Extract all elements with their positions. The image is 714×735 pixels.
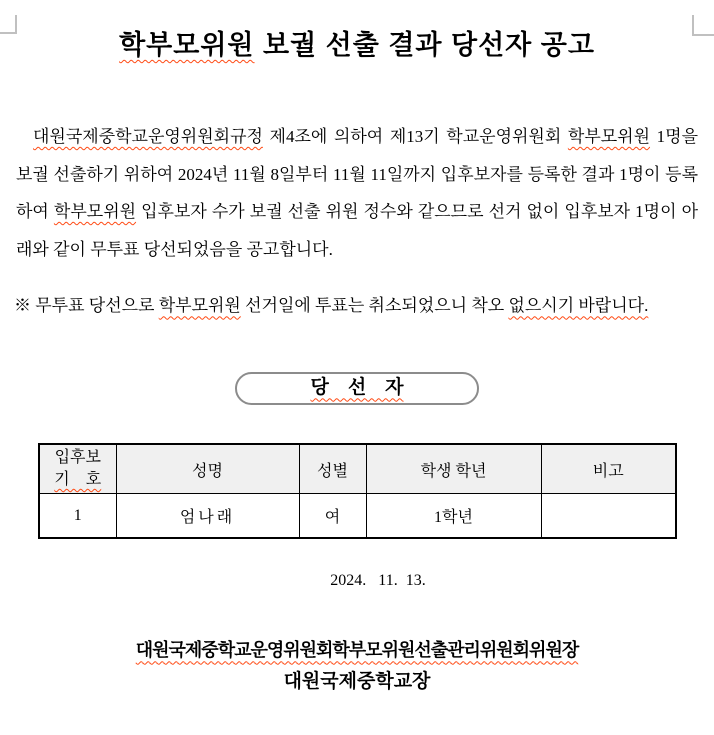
header-candidate-number-line2: 기 호	[54, 471, 102, 489]
table-row	[39, 493, 676, 538]
signature-line1-text: 대원국제중학교운영위원회학부모위원선출관리위원회위원장	[135, 640, 579, 661]
cell-gender: 여	[299, 493, 366, 538]
notice-misspelled-word: 없으시기 바랍니다.	[508, 296, 649, 316]
notice-misspelled-word: 학부모위원	[158, 296, 241, 316]
title-text: 보궐 선출 결과 당선자 공고	[254, 30, 595, 60]
body-misspelled-word: 대원국제중학교운영위원회규정	[33, 127, 263, 146]
header-gender: 성별	[299, 444, 366, 493]
notice-text: ※ 무투표 당선으로	[14, 296, 159, 316]
cell-name: 엄나래	[116, 493, 299, 538]
header-candidate-number-line1: 입후보	[54, 449, 101, 467]
winner-heading-box	[235, 372, 479, 405]
no-vote-notice-line	[14, 294, 700, 318]
announcement-body-paragraph	[16, 118, 698, 268]
body-misspelled-word: 학부모위원	[53, 202, 137, 222]
cell-student-grade: 1학년	[366, 493, 541, 538]
winner-heading-label: 당 선 자	[310, 377, 404, 399]
signature-school-principal: 대원국제중학교장	[283, 671, 431, 693]
title-misspelled-word: 학부모위원	[119, 30, 255, 60]
header-student-grade: 학생 학년	[366, 444, 541, 493]
text-area-corner-mark-right-icon	[692, 15, 714, 36]
signature-election-committee-chair	[0, 638, 714, 662]
winner-result-table	[38, 443, 677, 539]
text-area-corner-mark-left-icon	[0, 15, 17, 34]
table-header-row	[39, 444, 676, 493]
body-text: 제4조에 의하여 제13기 학교운영위원회	[262, 127, 568, 146]
header-candidate-number	[39, 444, 116, 493]
announcement-date: 2024. 11. 13.	[330, 572, 426, 590]
body-text: 입후보자 수가 보궐 선출 위원 정수와 같으므로 선거 없이 입후보자 1명이 아래와 같이 무투표 당선되었음을 공고합니다.	[16, 202, 698, 259]
body-misspelled-word: 학부모위원	[567, 127, 651, 146]
cell-remarks	[541, 493, 676, 538]
header-remarks: 비고	[541, 444, 676, 493]
header-name: 성명	[116, 444, 299, 493]
notice-text: 선거일에 투표는 취소되었으니 착오	[240, 296, 509, 316]
cell-candidate-number: 1	[39, 493, 116, 538]
page-title	[0, 28, 714, 62]
body-text: 1명을 보궐 선출하기 위하여 2024년 11월 8일부터 11월 11일까지 입후보자를 등록한 결과 1명이 등록하여	[16, 127, 698, 222]
